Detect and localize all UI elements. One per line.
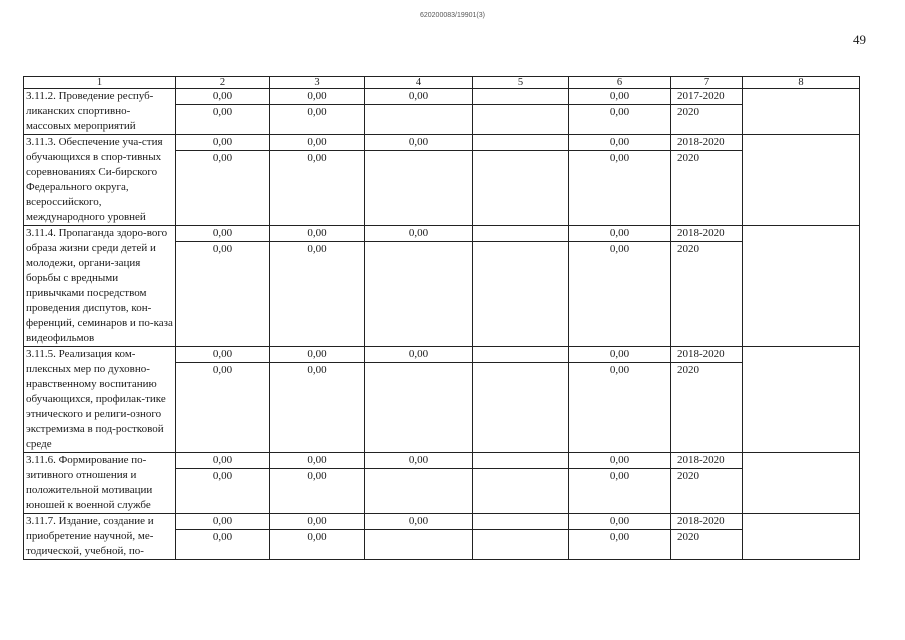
year-value (365, 151, 472, 166)
total-value: 0,00 (365, 226, 472, 242)
year-value: 0,00 (609, 152, 630, 164)
column-header: 8 (743, 77, 860, 89)
year-value: 0,00 (609, 364, 630, 376)
total-value: 0,00 (270, 453, 364, 469)
column-header: 6 (569, 77, 671, 89)
value-cell-col6 (569, 135, 671, 226)
notes-cell (743, 453, 860, 514)
notes-cell (743, 514, 860, 560)
value-cell-col3 (270, 226, 365, 347)
value-cell-col3 (270, 89, 365, 135)
value-cell-col7 (671, 135, 743, 226)
year-value: 0,00 (609, 243, 630, 255)
column-header: 7 (671, 77, 743, 89)
year-value (365, 105, 472, 120)
column-header: 4 (365, 77, 473, 89)
header-row (24, 77, 860, 89)
value-cell-col5 (473, 135, 569, 226)
table-row (24, 89, 860, 135)
total-value: 0,00 (270, 135, 364, 151)
total-value: 2017-2020 (671, 89, 742, 105)
table-row (24, 226, 860, 347)
total-value: 0,00 (365, 347, 472, 363)
total-value: 0,00 (270, 514, 364, 530)
year-value: 2020 (677, 531, 699, 543)
value-cell-col3 (270, 347, 365, 453)
year-value: 0,00 (212, 152, 233, 164)
total-value: 2018-2020 (671, 514, 742, 530)
value-cell-col3 (270, 135, 365, 226)
value-cell-col5 (473, 453, 569, 514)
measure-description: 3.11.3. Обеспечение уча-стия обучающихся в спор-тивных соревнованиях Си-бирского Федерального округа, всероссийского, международного уровней (24, 135, 176, 226)
value-cell-col6 (569, 514, 671, 560)
year-value: 0,00 (307, 470, 327, 482)
year-value (473, 151, 568, 166)
total-value (473, 135, 568, 151)
total-value (473, 514, 568, 530)
year-value: 0,00 (212, 243, 233, 255)
notes-cell (743, 226, 860, 347)
total-value: 0,00 (365, 135, 472, 151)
column-header: 1 (24, 77, 176, 89)
year-value: 0,00 (212, 106, 233, 118)
notes-cell (743, 135, 860, 226)
year-value: 0,00 (307, 106, 327, 118)
value-cell-col2 (176, 226, 270, 347)
table-row (24, 347, 860, 453)
value-cell-col6 (569, 453, 671, 514)
year-value (473, 242, 568, 257)
year-value: 0,00 (307, 152, 327, 164)
year-value (365, 469, 472, 484)
value-cell-col2 (176, 89, 270, 135)
total-value: 0,00 (569, 226, 670, 242)
year-value: 0,00 (212, 364, 233, 376)
column-header: 2 (176, 77, 270, 89)
notes-cell (743, 89, 860, 135)
year-value (473, 530, 568, 545)
value-cell-col3 (270, 514, 365, 560)
total-value: 0,00 (176, 89, 269, 105)
year-value (473, 105, 568, 120)
total-value: 0,00 (365, 89, 472, 105)
total-value: 0,00 (176, 514, 269, 530)
total-value: 2018-2020 (671, 135, 742, 151)
total-value: 0,00 (176, 135, 269, 151)
total-value: 0,00 (569, 453, 670, 469)
year-value: 0,00 (609, 531, 630, 543)
value-cell-col6 (569, 89, 671, 135)
value-cell-col3 (270, 453, 365, 514)
measure-description: 3.11.5. Реализация ком-плексных мер по духовно-нравственному воспитанию обучающихся, профилак-тике этнического и религи-озного экстремизма в под-ростковой среде (24, 347, 176, 453)
total-value: 0,00 (176, 226, 269, 242)
notes-cell (743, 347, 860, 453)
value-cell-col4 (365, 226, 473, 347)
total-value: 0,00 (176, 453, 269, 469)
year-value: 2020 (677, 364, 699, 376)
value-cell-col2 (176, 514, 270, 560)
year-value: 0,00 (307, 531, 327, 543)
value-cell-col7 (671, 226, 743, 347)
value-cell-col5 (473, 514, 569, 560)
value-cell-col6 (569, 226, 671, 347)
total-value: 0,00 (569, 514, 670, 530)
year-value: 2020 (677, 152, 699, 164)
year-value: 0,00 (609, 106, 630, 118)
value-cell-col5 (473, 347, 569, 453)
value-cell-col4 (365, 514, 473, 560)
value-cell-col4 (365, 453, 473, 514)
total-value: 0,00 (365, 514, 472, 530)
value-cell-col5 (473, 226, 569, 347)
total-value: 0,00 (270, 347, 364, 363)
document-id: 620200083/19901(3) (419, 12, 485, 19)
value-cell-col2 (176, 453, 270, 514)
total-value: 0,00 (270, 89, 364, 105)
year-value: 0,00 (307, 243, 327, 255)
year-value: 0,00 (212, 470, 233, 482)
year-value (473, 363, 568, 378)
total-value (473, 347, 568, 363)
year-value (473, 469, 568, 484)
year-value (365, 363, 472, 378)
value-cell-col6 (569, 347, 671, 453)
total-value (473, 89, 568, 105)
table-row (24, 135, 860, 226)
measure-description: 3.11.7. Издание, создание и приобретение научной, ме-тодической, учебной, по- (24, 514, 176, 560)
value-cell-col4 (365, 135, 473, 226)
year-value: 2020 (677, 106, 699, 118)
table-row (24, 514, 860, 560)
total-value: 0,00 (365, 453, 472, 469)
year-value: 0,00 (212, 531, 233, 543)
value-cell-col4 (365, 89, 473, 135)
budget-table (23, 76, 860, 560)
year-value: 0,00 (307, 364, 327, 376)
measure-description: 3.11.2. Проведение респуб-ликанских спортивно-массовых мероприятий (24, 89, 176, 135)
measure-description: 3.11.6. Формирование по-зитивного отношения и положительной мотивации юношей к военной службе (24, 453, 176, 514)
value-cell-col7 (671, 89, 743, 135)
value-cell-col7 (671, 514, 743, 560)
column-header: 5 (473, 77, 569, 89)
total-value (473, 226, 568, 242)
year-value: 0,00 (609, 470, 630, 482)
total-value: 0,00 (270, 226, 364, 242)
value-cell-col7 (671, 453, 743, 514)
total-value: 0,00 (569, 89, 670, 105)
total-value: 0,00 (569, 135, 670, 151)
column-header: 3 (270, 77, 365, 89)
year-value (365, 530, 472, 545)
total-value: 2018-2020 (671, 453, 742, 469)
value-cell-col7 (671, 347, 743, 453)
table-row (24, 453, 860, 514)
year-value (365, 242, 472, 257)
total-value: 2018-2020 (671, 347, 742, 363)
total-value (473, 453, 568, 469)
measure-description: 3.11.4. Пропаганда здоро-вого образа жизни среди детей и молодежи, органи-зация борьбы с вредными привычками посредством проведения диспутов, кон-ференций, семинаров и по-каза видеофильмов (24, 226, 176, 347)
total-value: 2018-2020 (671, 226, 742, 242)
value-cell-col5 (473, 89, 569, 135)
year-value: 2020 (677, 243, 699, 255)
total-value: 0,00 (569, 347, 670, 363)
value-cell-col2 (176, 135, 270, 226)
year-value: 2020 (677, 470, 699, 482)
page-number: 49 (853, 32, 866, 47)
value-cell-col4 (365, 347, 473, 453)
total-value: 0,00 (176, 347, 269, 363)
value-cell-col2 (176, 347, 270, 453)
